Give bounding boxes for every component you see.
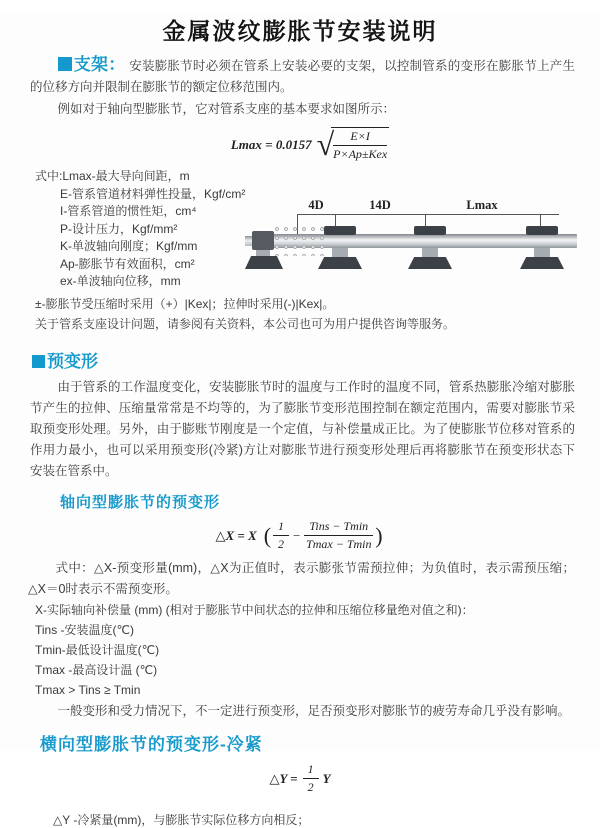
variables-and-diagram: [35, 168, 600, 294]
temperature-definition: Tmin-最低设计温度(℃): [35, 643, 160, 657]
variable-definition: ex-单波轴向位移，mm: [60, 274, 181, 288]
pipe-support-icon: [407, 226, 453, 274]
pipe-support-diagram: [245, 194, 600, 280]
anchor-support-base: [245, 256, 283, 269]
axial-formula-lhs: △X = X: [215, 527, 257, 543]
lateral-formula-lhs: △Y =: [269, 770, 298, 786]
cold-tighten-note: △Y -冷紧量(mm)，与膨胀节实际位移方向相反；: [53, 813, 310, 827]
predeform-heading-text: 预变形: [47, 352, 98, 371]
lmax-formula-denominator: P×Ap±Kex: [333, 147, 388, 161]
dimension-label-14d: 14D: [369, 198, 391, 212]
variable-definition: P-设计压力，Kgf/mm²: [60, 221, 178, 236]
support-section-heading: 支架：: [73, 55, 126, 74]
support-intro-text: 安装膨胀节时必须在管系上安装必要的支架，以控制管系的变形在膨胀节上产生的位移方向并限制在膨胀节的额定位移范围内。: [30, 59, 575, 94]
axial-compensation-text: X-实际轴向补偿量 (mm) (相对于膨胀节中间状态的拉伸和压缩位移量绝对值之和)：: [35, 603, 474, 617]
temperature-definition: Tins -安装温度(℃): [35, 623, 135, 637]
section-marker-icon: [32, 355, 45, 368]
plus-minus-note: ±-膨胀节受压缩时采用（+）|Kex|；拉伸时采用(-)|Kex|。: [35, 297, 335, 311]
lateral-formula-rhs: Y: [322, 770, 331, 786]
predeform-paragraph: 由于管系的工作温度变化，安装膨胀节时的温度与工作时的温度不同，管系热膨胀冷缩对膨胀节产生的拉伸、压缩量常常是不均等的，为了膨胀节变形范围控制在额定范围内，需要对膨胀节采取预变形处理。另外，由于膨账节刚度是一个定值，与补偿量成正比。为了使膨胀节位移对管系的作用力最小，也可以采用预变形(冷紧)方让对膨胀节进行预变形处理后再将膨胀节在预变形状态下安装在管系中。: [30, 380, 575, 478]
half-numerator: 1: [273, 519, 289, 536]
sqrt-radical-icon: √: [316, 126, 335, 163]
minus-operator: −: [293, 527, 301, 543]
variable-definition: Ap-膨胀节有效面积，cm²: [60, 256, 195, 271]
axial-predeform-heading: 轴向型膨胀节的预变形: [60, 494, 221, 511]
lateral-predeform-heading: 横向型膨胀节的预变形-冷紧: [40, 735, 263, 754]
predeform-general-note: 一般变形和受力情况下，不一定进行预变形，足否预变形对膨胀节的疲劳寿命几乎没有影响。: [57, 704, 571, 718]
variable-definition: K-单波轴向刚度；Kgf/mm: [60, 239, 198, 253]
temperature-relation: Tmax > Tins ≥ Tmin: [35, 683, 141, 697]
variable-definition: E-管系管道材料弹性投量，Kgf/cm²: [60, 186, 246, 201]
left-paren: (: [263, 522, 272, 548]
consult-note: 关于管系支座设计问题，请参阅有关资料，本公司也可为用户提供咨询等服务。: [35, 317, 456, 331]
lateral-predeform-formula: [269, 762, 330, 795]
temp-fraction-numerator: Tins − Tmin: [304, 519, 373, 536]
anchor-support-icon: [252, 231, 274, 250]
temp-fraction-denominator: Tmax − Tmin: [306, 537, 372, 551]
page-title: 金属波纹膨胀节安装说明: [162, 18, 438, 44]
variable-definition: I-管系管道的惯性矩，cm⁴: [60, 204, 197, 218]
pipe-support-icon: [317, 226, 363, 274]
lmax-formula-lhs: Lmax = 0.0157: [230, 136, 312, 152]
right-paren: ): [375, 522, 383, 548]
temperature-definition: Tmax -最高设计温 (℃): [35, 663, 158, 677]
lateral-half-denominator: 2: [307, 780, 314, 794]
axial-predeform-formula: [215, 519, 384, 552]
section-marker-icon: [58, 57, 72, 71]
pipe-support-icon: [519, 226, 565, 274]
dimension-line: [297, 214, 559, 215]
anchor-support-stem: [256, 250, 270, 256]
document-page: [0, 13, 600, 827]
axial-explain-text: 式中：△X-预变形量(mm)，△X为正值时，表示膨张节需预拉伸；为负值时，表示需预压缩；△X＝0时表示不需预变形。: [28, 561, 575, 596]
predeform-section-heading: [32, 347, 600, 372]
support-intro-paragraph: [30, 54, 575, 98]
lmax-formula: [231, 127, 389, 162]
support-example-text: 例如对于轴向型膨胀节，它对管系支座的基本要求如图所示：: [57, 102, 396, 116]
dimension-label-lmax: Lmax: [466, 198, 498, 212]
lateral-half-numerator: 1: [303, 762, 319, 779]
dimension-label-4d: 4D: [308, 198, 324, 212]
variable-definition: 式中:Lmax-最大导向间距，m: [35, 169, 190, 183]
lmax-formula-numerator: E×I: [333, 129, 387, 146]
half-denominator: 2: [278, 537, 285, 551]
sqrt-expression: [317, 127, 390, 162]
